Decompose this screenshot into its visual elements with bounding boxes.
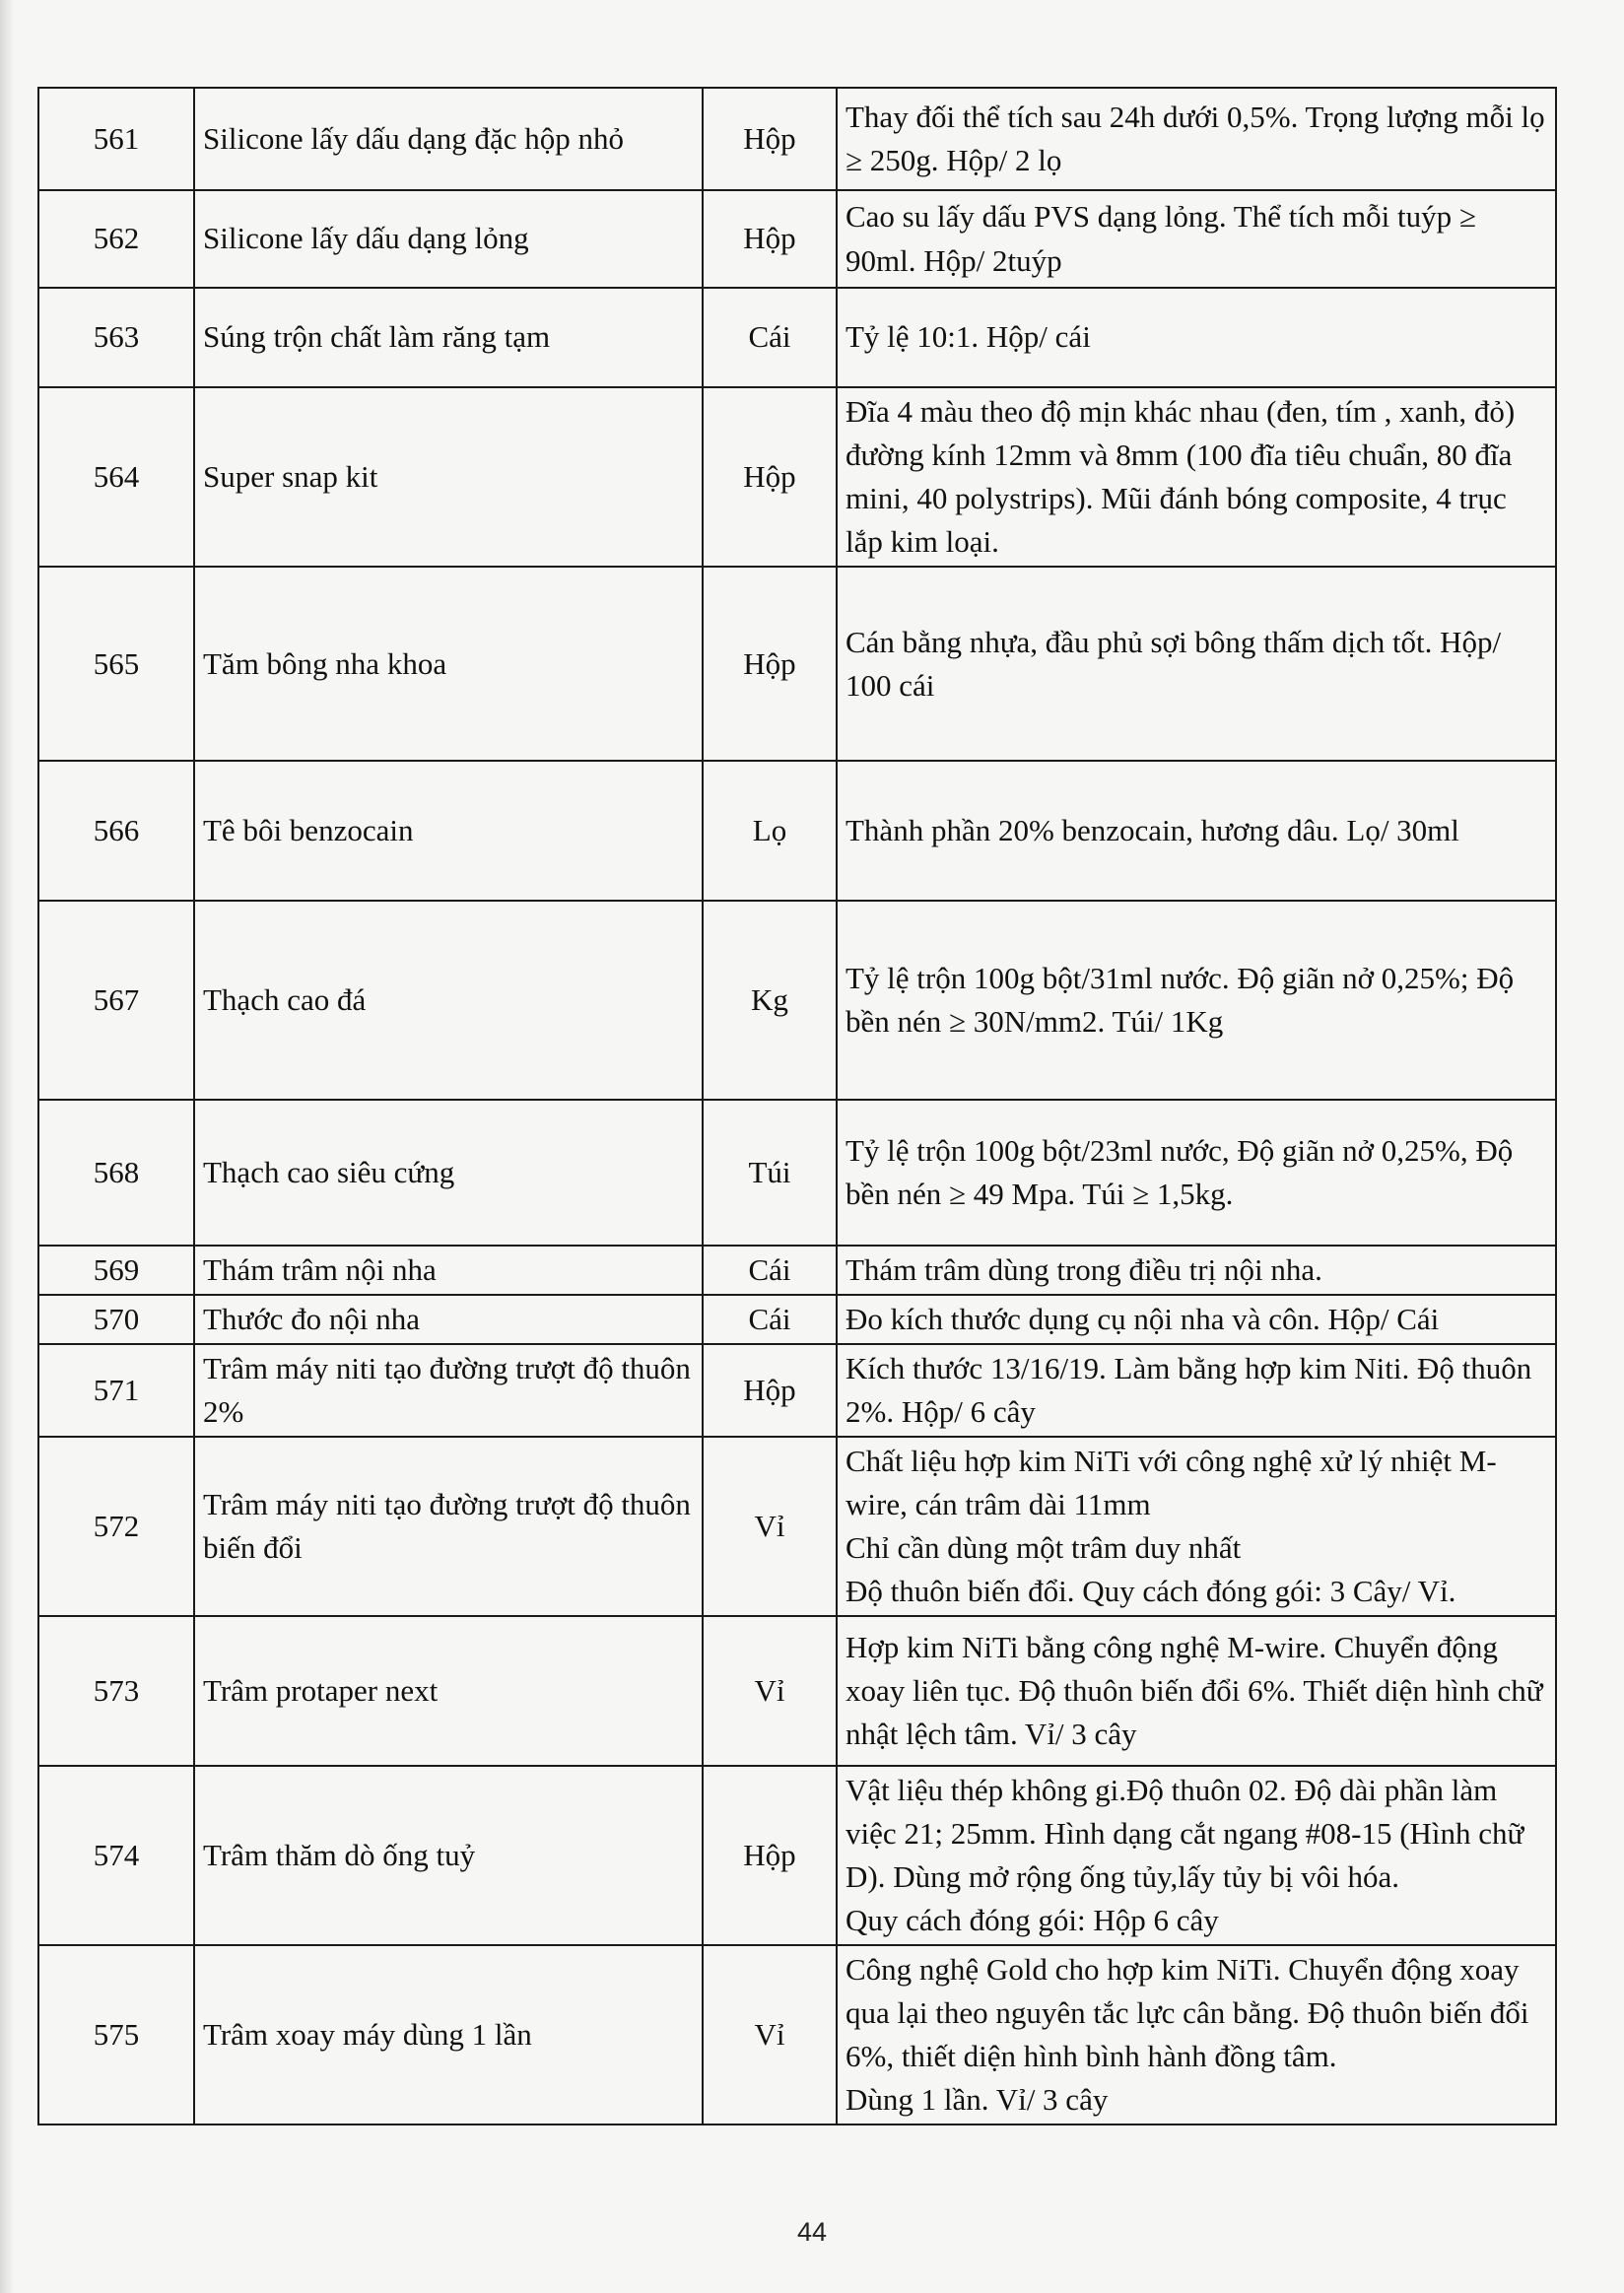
table-row (38, 901, 1556, 1100)
item-description: Đo kích thước dụng cụ nội nha và côn. Hộp/ Cái (837, 1295, 1556, 1344)
item-description: Kích thước 13/16/19. Làm bằng hợp kim Niti. Độ thuôn 2%. Hộp/ 6 cây (837, 1344, 1556, 1437)
row-number: 564 (38, 387, 194, 567)
table-row (38, 1100, 1556, 1246)
row-number: 574 (38, 1766, 194, 1945)
row-number: 561 (38, 88, 194, 190)
table-row (38, 1766, 1556, 1945)
item-unit: Túi (703, 1100, 837, 1246)
row-number: 566 (38, 761, 194, 901)
page-number: 44 (796, 2217, 828, 2247)
table-row (38, 88, 1556, 190)
item-description: Tỷ lệ 10:1. Hộp/ cái (837, 288, 1556, 387)
item-name: Trâm máy niti tạo đường trượt độ thuôn biến đổi (194, 1437, 703, 1616)
item-unit: Vỉ (703, 1616, 837, 1766)
item-description: Đĩa 4 màu theo độ mịn khác nhau (đen, tím , xanh, đỏ) đường kính 12mm và 8mm (100 đĩa tiêu chuẩn, 80 đĩa mini, 40 polystrips). Mũi đánh bóng composite, 4 trục lắp kim loại. (837, 387, 1556, 567)
table-row (38, 1295, 1556, 1344)
row-number: 575 (38, 1945, 194, 2124)
row-number: 563 (38, 288, 194, 387)
item-name: Silicone lấy dấu dạng lỏng (194, 190, 703, 288)
item-description: Tỷ lệ trộn 100g bột/31ml nước. Độ giãn nở 0,25%; Độ bền nén ≥ 30N/mm2. Túi/ 1Kg (837, 901, 1556, 1100)
item-unit: Vỉ (703, 1437, 837, 1616)
table-row (38, 288, 1556, 387)
item-name: Thước đo nội nha (194, 1295, 703, 1344)
item-name: Super snap kit (194, 387, 703, 567)
item-description: Cán bằng nhựa, đầu phủ sợi bông thấm dịch tốt. Hộp/ 100 cái (837, 567, 1556, 761)
item-description: Thành phần 20% benzocain, hương dâu. Lọ/ 30ml (837, 761, 1556, 901)
item-name: Trâm xoay máy dùng 1 lần (194, 1945, 703, 2124)
item-description: Chất liệu hợp kim NiTi với công nghệ xử lý nhiệt M-wire, cán trâm dài 11mm Chỉ cần dùng một trâm duy nhất Độ thuôn biến đổi. Quy cách đóng gói: 3 Cây/ Vỉ. (837, 1437, 1556, 1616)
row-number: 562 (38, 190, 194, 288)
item-name: Trâm thăm dò ống tuỷ (194, 1766, 703, 1945)
row-number: 570 (38, 1295, 194, 1344)
item-name: Thám trâm nội nha (194, 1246, 703, 1295)
scan-edge-shadow (0, 0, 14, 2293)
item-unit: Cái (703, 1246, 837, 1295)
table-row (38, 761, 1556, 901)
item-description: Thám trâm dùng trong điều trị nội nha. (837, 1246, 1556, 1295)
item-unit: Cái (703, 1295, 837, 1344)
item-name: Silicone lấy dấu dạng đặc hộp nhỏ (194, 88, 703, 190)
row-number: 565 (38, 567, 194, 761)
item-name: Trâm máy niti tạo đường trượt độ thuôn 2% (194, 1344, 703, 1437)
item-unit: Hộp (703, 387, 837, 567)
item-unit: Vỉ (703, 1945, 837, 2124)
item-unit: Lọ (703, 761, 837, 901)
row-number: 572 (38, 1437, 194, 1616)
item-name: Tăm bông nha khoa (194, 567, 703, 761)
item-description: Thay đối thể tích sau 24h dưới 0,5%. Trọng lượng mỗi lọ ≥ 250g. Hộp/ 2 lọ (837, 88, 1556, 190)
item-description: Tỷ lệ trộn 100g bột/23ml nước, Độ giãn nở 0,25%, Độ bền nén ≥ 49 Mpa. Túi ≥ 1,5kg. (837, 1100, 1556, 1246)
item-name: Tê bôi benzocain (194, 761, 703, 901)
table-row (38, 1246, 1556, 1295)
table-body (38, 88, 1556, 2124)
item-name: Thạch cao đá (194, 901, 703, 1100)
table-row (38, 1437, 1556, 1616)
item-unit: Hộp (703, 1766, 837, 1945)
item-unit: Hộp (703, 567, 837, 761)
table-row (38, 190, 1556, 288)
item-unit: Hộp (703, 190, 837, 288)
table-row (38, 567, 1556, 761)
item-unit: Cái (703, 288, 837, 387)
item-name: Thạch cao siêu cứng (194, 1100, 703, 1246)
item-description: Vật liệu thép không gi.Độ thuôn 02. Độ dài phần làm việc 21; 25mm. Hình dạng cắt ngang #08-15 (Hình chữ D). Dùng mở rộng ống tủy,lấy tủy bị vôi hóa. Quy cách đóng gói: Hộp 6 cây (837, 1766, 1556, 1945)
item-unit: Kg (703, 901, 837, 1100)
row-number: 567 (38, 901, 194, 1100)
item-name: Súng trộn chất làm răng tạm (194, 288, 703, 387)
item-unit: Hộp (703, 1344, 837, 1437)
item-description: Công nghệ Gold cho hợp kim NiTi. Chuyển động xoay qua lại theo nguyên tắc lực cân bằng. Độ thuôn biến đổi 6%, thiết diện hình bình hành đồng tâm. Dùng 1 lần. Vỉ/ 3 cây (837, 1945, 1556, 2124)
item-description: Cao su lấy dấu PVS dạng lỏng. Thể tích mỗi tuýp ≥ 90ml. Hộp/ 2tuýp (837, 190, 1556, 288)
table-row (38, 387, 1556, 567)
table-row (38, 1344, 1556, 1437)
row-number: 568 (38, 1100, 194, 1246)
table-row (38, 1616, 1556, 1766)
supplies-table (37, 87, 1557, 2125)
row-number: 573 (38, 1616, 194, 1766)
item-unit: Hộp (703, 88, 837, 190)
item-name: Trâm protaper next (194, 1616, 703, 1766)
row-number: 569 (38, 1246, 194, 1295)
item-description: Hợp kim NiTi bằng công nghệ M-wire. Chuyển động xoay liên tục. Độ thuôn biến đổi 6%. Thiết diện hình chữ nhật lệch tâm. Vỉ/ 3 cây (837, 1616, 1556, 1766)
row-number: 571 (38, 1344, 194, 1437)
table-row (38, 1945, 1556, 2124)
